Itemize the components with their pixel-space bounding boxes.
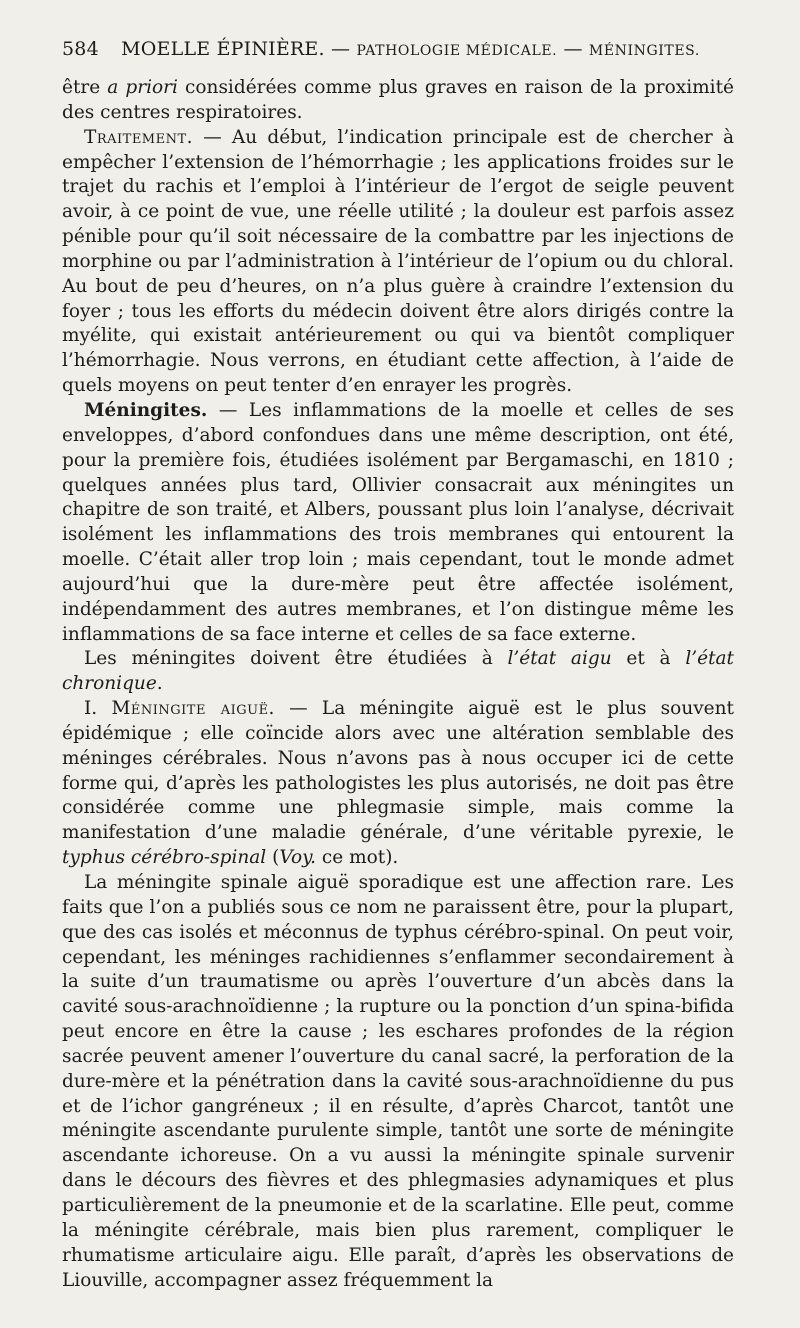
paragraph-etats: Les méningites doivent être étudiées à l’état aigu et à l’état chronique. — [62, 648, 734, 695]
italic-term: l’état chronique — [62, 648, 734, 695]
section-heading-traitement: Traitement. — [84, 126, 194, 148]
header-title: MOELLE ÉPINIÈRE. — [121, 38, 325, 60]
paragraph-continuation: être a priori considérées comme plus graves en raison de la proximité des centres respiratoires. — [62, 77, 734, 123]
paragraph-sporadique: La méningite spinale aiguë sporadique est une affection rare. Les faits que l’on a publiés sous ce nom ne paraissent être, pour la plupart, que des cas isolés et méconnus de typhus cérébro-spinal. On peut voir, cependant, les méninges rachidiennes s’enflammer secondairement à la suite d’un traumatisme ou après l’ouverture d’un abcès dans la cavité sous-arachnoïdienne ; la rupture ou la ponction d’un spina-bifida peut encore en être la cause ; les eschares profondes de la région sacrée peuvent amener l’ouverture du canal sacré, la perforation de la dure-mère et la pénétration dans la cavité sous-arachnoïdienne du pus et de l’ichor gangréneux ; il en résulte, d’après Charcot, tantôt une méningite ascendante purulente simple, tantôt une sorte de méningite ascendante ichoreuse. On a vu aussi la méningite spinale survenir dans le décours des fièvres et des phlegmasies adynamiques et plus particulièrement de la pneumonie et de la scarlatine. Elle peut, comme la méningite cérébrale, mais bien plus rarement, compliquer le rhumatisme articulaire aigu. Elle paraît, d’après les observations de Liouville, accompagner assez fréquemment la — [62, 872, 734, 1291]
section-heading-meningite-aigue: Méningite aiguë. — [111, 698, 275, 720]
paragraph-meningites: Méningites. — Les inflammations de la moelle et celles de ses enveloppes, d’abord confondues dans une même description, ont été, pour la première fois, étudiées isolément par Bergamaschi, en 1810 ; quelques années plus tard, Ollivier consacrait aux méningites un chapitre de son traité, et Albers, poussant plus loin l’analyse, décrivait isolément les inflammations des trois membranes qui entourent la moelle. C’était aller trop loin ; mais cependant, tout le monde admet aujourd’hui que la dure-mère peut être affectée isolément, indépendamment des autres membranes, et l’on distingue même les inflammations de sa face interne et celles de sa face externe. — [62, 399, 734, 645]
header-section: PATHOLOGIE MÉDICALE. — [356, 43, 558, 59]
italic-term: a priori — [107, 77, 178, 98]
italic-term: typhus cérébro-spinal — [62, 847, 267, 869]
italic-term: l’état aigu — [507, 648, 612, 670]
body-text — [62, 76, 734, 1293]
header-dash: — — [331, 38, 351, 60]
paragraph-meningite-aigue: I. Méningite aiguë. — La méningite aiguë est le plus souvent épidémique ; elle coïncide alors avec une altération semblable des méninges cérébrales. Nous n’avons pas à nous occuper ici de cette forme qui, d’après les pathologistes les plus autorisés, ne doit pas être considérée comme une phlegmasie simple, mais comme la manifestation d’une maladie générale, d’une véritable pyrexie, le typhus cérébro-spinal (Voy. ce mot). — [62, 698, 734, 869]
header-dash: — — [563, 38, 583, 60]
italic-term: Voy. — [279, 847, 317, 869]
paragraph-traitement: Traitement. — Au début, l’indication principale est de chercher à empêcher l’extension de l’hémorrhagie ; les applications froides sur le trajet du rachis et l’emploi à l’intérieur de l’ergot de seigle peuvent avoir, à ce point de vue, une réelle utilité ; la douleur est parfois assez pénible pour qu’il soit nécessaire de la combattre par les injections de morphine ou par l’administration à l’intérieur de l’opium ou du chloral. Au bout de peu d’heures, on n’a plus guère à craindre l’extension du foyer ; tous les efforts du médecin doivent être alors dirigés contre la myélite, qui existait antérieurement ou qui va bientôt compliquer l’hémorrhagie. Nous verrons, en étudiant cette affection, à l’aide de quels moyens on peut tenter d’en enrayer les progrès. — [62, 126, 734, 397]
section-heading-meningites: Méningites. — [84, 399, 208, 421]
header-subsection: MÉNINGITES. — [588, 43, 700, 59]
page-number: 584 — [62, 38, 99, 60]
running-header — [62, 38, 742, 60]
